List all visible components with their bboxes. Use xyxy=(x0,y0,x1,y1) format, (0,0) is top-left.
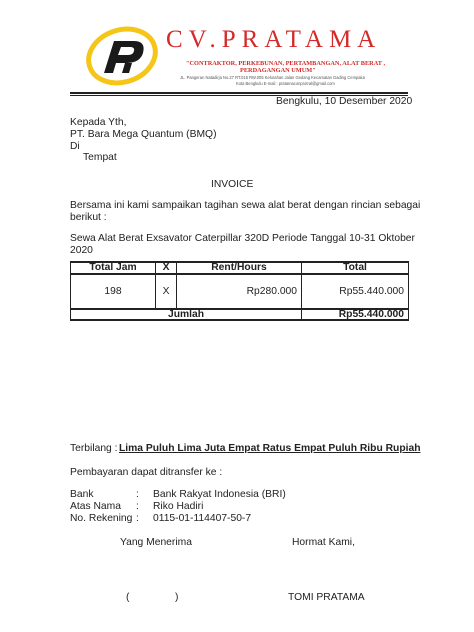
payment-sep-bank: : xyxy=(136,489,139,500)
company-address-2: Kota Bengkulu E-mail : pratamaconprotral@gmail.com xyxy=(236,81,335,86)
cell-total-jam: 198 xyxy=(71,274,156,309)
company-tagline-1: "CONTRAKTOR, PERKEBUNAN, PERTAMBANGAN, ALAT BERAT , xyxy=(186,60,386,67)
document-title: INVOICE xyxy=(211,179,254,190)
table-row xyxy=(71,274,409,309)
signature-left-close: ) xyxy=(175,592,179,603)
table-header-row xyxy=(71,262,409,274)
payment-value-account: 0115-01-114407-50-7 xyxy=(153,513,252,524)
place-date: Bengkulu, 10 Desember 2020 xyxy=(276,96,413,107)
invoice-table xyxy=(70,261,409,321)
payment-sep-account: : xyxy=(136,513,139,524)
header-total-jam: Total Jam xyxy=(71,262,156,274)
recipient-place: Tempat xyxy=(83,152,117,163)
company-name: CV.PRATAMA xyxy=(166,26,382,53)
signature-right-name: TOMI PRATAMA xyxy=(288,592,365,603)
amount-words: Lima Puluh Lima Juta Empat Ratus Empat Puluh Ribu Rupiah xyxy=(119,443,421,454)
signature-left-title: Yang Menerima xyxy=(120,537,192,548)
cell-x: X xyxy=(156,274,177,309)
subject-line-1: Sewa Alat Berat Exsavator Caterpillar 320D Periode Tanggal 10-31 Oktober xyxy=(70,233,415,244)
amount-words-label: Terbilang : xyxy=(70,443,118,454)
signature-right-title: Hormat Kami, xyxy=(292,537,355,548)
company-logo xyxy=(86,25,158,87)
cell-rent: Rp280.000 xyxy=(177,274,302,309)
intro-line-2: berikut : xyxy=(70,212,107,223)
header-total: Total xyxy=(302,262,409,274)
recipient-name: PT. Bara Mega Quantum (BMQ) xyxy=(70,129,217,140)
letterhead-rule xyxy=(70,92,408,94)
signature-left-open: ( xyxy=(126,592,130,603)
payment-label-name: Atas Nama xyxy=(70,501,121,512)
recipient-at: Di xyxy=(70,141,80,152)
company-tagline-2: PERDAGANGAN UMUM" xyxy=(240,67,316,74)
intro-line-1: Bersama ini kami sampaikan tagihan sewa alat berat dengan rincian sebagai xyxy=(70,200,421,211)
payment-value-bank: Bank Rakyat Indonesia (BRI) xyxy=(153,489,286,500)
company-address-1: JL. Pangeran Natadirja No.27 RT.015 RW.005 Kelurahan Jalan Gedang Kecamatan Gading Cempaka xyxy=(180,75,365,80)
payment-label-bank: Bank xyxy=(70,489,94,500)
payment-value-name: Riko Hadiri xyxy=(153,501,204,512)
header-x: X xyxy=(156,262,177,274)
to-line: Kepada Yth, xyxy=(70,117,127,128)
payment-sep-name: : xyxy=(136,501,139,512)
payment-label-account: No. Rekening xyxy=(70,513,133,524)
header-rent-hours: Rent/Hours xyxy=(177,262,302,274)
cell-total: Rp55.440.000 xyxy=(302,274,409,309)
table-footer-row xyxy=(71,309,409,320)
logo-letter-p-stem xyxy=(122,63,132,73)
footer-jumlah-total: Rp55.440.000 xyxy=(302,309,409,320)
payment-intro: Pembayaran dapat ditransfer ke : xyxy=(70,467,223,478)
footer-jumlah-label: Jumlah xyxy=(71,309,302,320)
subject-line-2: 2020 xyxy=(70,245,93,256)
